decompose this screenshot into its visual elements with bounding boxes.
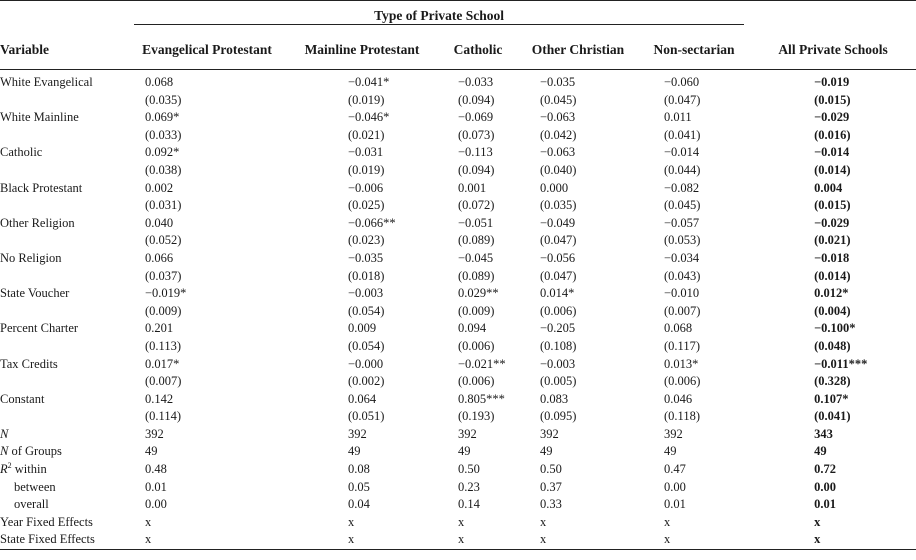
- coefficient-cell: −0.031: [348, 145, 384, 160]
- coefficient-cell: 0.068: [145, 75, 174, 89]
- coefficient-cell: −0.019*: [145, 286, 187, 301]
- stats-value-cell: 0.01: [664, 497, 686, 512]
- standard-error-cell: (0.051): [348, 409, 385, 424]
- coefficient-cell: −0.082: [664, 180, 700, 195]
- coefficient-cell: 0.805***: [458, 391, 505, 406]
- stats-row: [0, 531, 916, 549]
- coefficient-cell: −0.049: [540, 215, 576, 230]
- stats-label-superscript: 2: [7, 460, 12, 470]
- table-row: [0, 391, 916, 409]
- stats-value-cell: 0.47: [664, 462, 686, 477]
- table-row: [0, 215, 916, 233]
- stats-label-italic: R: [0, 462, 8, 477]
- standard-error-cell: (0.048): [814, 338, 851, 353]
- standard-error-cell: (0.054): [348, 303, 385, 318]
- standard-error-cell: (0.043): [664, 268, 701, 283]
- column-header-non-sectarian: Non-sectarian: [653, 42, 735, 58]
- stats-label-rest: of Groups: [8, 444, 62, 459]
- table-row: [0, 74, 916, 92]
- coefficient-cell: −0.018: [814, 250, 850, 265]
- coefficient-cell: 0.012*: [814, 286, 849, 301]
- row-label: Percent Charter: [0, 321, 79, 336]
- table-row-se: [0, 373, 916, 391]
- stats-value-cell: 392: [664, 426, 683, 441]
- stats-value-cell: x: [814, 514, 821, 529]
- stats-value-cell: 0.04: [348, 497, 370, 512]
- table-row-se: [0, 197, 916, 215]
- standard-error-cell: (0.038): [145, 162, 182, 177]
- standard-error-cell: (0.089): [458, 268, 495, 283]
- coefficient-cell: −0.066**: [348, 215, 396, 230]
- standard-error-cell: (0.009): [458, 303, 495, 318]
- coefficient-cell: −0.019: [814, 75, 850, 89]
- table-row-se: [0, 408, 916, 426]
- standard-error-cell: (0.118): [664, 409, 700, 424]
- coefficient-cell: 0.142: [145, 391, 174, 406]
- coefficient-cell: 0.040: [145, 215, 174, 230]
- coefficient-cell: 0.092*: [145, 145, 180, 160]
- coefficient-cell: 0.000: [540, 180, 569, 195]
- stats-row: [0, 461, 916, 479]
- stats-value-cell: 392: [540, 426, 559, 441]
- standard-error-cell: (0.037): [145, 268, 182, 283]
- row-label: State Voucher: [0, 286, 70, 301]
- stats-value-cell: 0.14: [458, 497, 480, 512]
- standard-error-cell: (0.073): [458, 127, 495, 142]
- standard-error-cell: (0.328): [814, 374, 851, 389]
- stats-value-cell: 0.01: [814, 497, 836, 512]
- stats-value-cell: x: [145, 514, 152, 529]
- coefficient-cell: 0.014*: [540, 286, 575, 301]
- standard-error-cell: (0.040): [540, 162, 577, 177]
- standard-error-cell: (0.019): [348, 92, 385, 107]
- table-row-se: [0, 268, 916, 286]
- standard-error-cell: (0.006): [664, 374, 701, 389]
- stats-value-cell: x: [814, 532, 821, 547]
- group-header-cell: [128, 1, 750, 32]
- coefficient-cell: −0.057: [664, 215, 700, 230]
- standard-error-cell: (0.035): [540, 198, 577, 213]
- coefficient-cell: −0.060: [664, 75, 700, 89]
- stats-label-italic: N: [0, 444, 9, 459]
- stats-value-cell: 392: [145, 426, 164, 441]
- stats-row: [0, 496, 916, 514]
- standard-error-cell: (0.045): [664, 198, 701, 213]
- table-row: [0, 285, 916, 303]
- column-header-all-private: All Private Schools: [778, 42, 888, 58]
- standard-error-cell: (0.193): [458, 409, 495, 424]
- stats-value-cell: 49: [664, 444, 677, 459]
- row-label: White Mainline: [0, 110, 79, 125]
- stats-label: Year Fixed Effects: [0, 514, 93, 529]
- coefficient-cell: −0.035: [540, 75, 576, 89]
- standard-error-cell: (0.006): [458, 338, 495, 353]
- standard-error-cell: (0.019): [348, 162, 385, 177]
- stats-value-cell: 0.48: [145, 462, 167, 477]
- coefficient-cell: −0.205: [540, 321, 576, 336]
- table-row: [0, 250, 916, 268]
- standard-error-cell: (0.108): [540, 338, 577, 353]
- row-label: White Evangelical: [0, 75, 93, 89]
- standard-error-cell: (0.031): [145, 198, 182, 213]
- stats-value-cell: 0.05: [348, 479, 370, 494]
- stats-value-cell: x: [664, 514, 671, 529]
- standard-error-cell: (0.023): [348, 233, 385, 248]
- coefficient-cell: 0.094: [458, 321, 487, 336]
- coefficient-cell: −0.063: [540, 145, 576, 160]
- stats-label-rest: within: [11, 462, 47, 477]
- coefficient-cell: −0.029: [814, 110, 850, 125]
- coefficient-cell: 0.201: [145, 321, 174, 336]
- stats-row: [0, 443, 916, 461]
- column-header-variable: Variable: [0, 42, 50, 58]
- stats-value-cell: 0.50: [540, 462, 562, 477]
- standard-error-cell: (0.041): [814, 409, 851, 424]
- stats-value-cell: 49: [540, 444, 553, 459]
- group-header-label: Type of Private School: [134, 7, 744, 26]
- coefficient-cell: 0.066: [145, 250, 174, 265]
- column-header-catholic: Catholic: [453, 42, 503, 58]
- standard-error-cell: (0.015): [814, 92, 851, 107]
- table-row-se: [0, 127, 916, 145]
- coefficient-cell: −0.006: [348, 180, 384, 195]
- standard-error-cell: (0.016): [814, 127, 851, 142]
- standard-error-cell: (0.047): [540, 233, 577, 248]
- row-label: Other Religion: [0, 215, 75, 230]
- stats-value-cell: 0.37: [540, 479, 562, 494]
- stats-value-cell: 0.00: [814, 479, 836, 494]
- coefficient-cell: 0.017*: [145, 356, 180, 371]
- standard-error-cell: (0.021): [348, 127, 385, 142]
- stats-value-cell: x: [348, 532, 355, 547]
- stats-value-cell: 0.00: [145, 497, 167, 512]
- stats-value-cell: x: [540, 514, 547, 529]
- standard-error-cell: (0.094): [458, 92, 495, 107]
- coefficient-cell: −0.069: [458, 110, 494, 125]
- coefficient-cell: −0.100*: [814, 321, 856, 336]
- row-label: No Religion: [0, 250, 62, 265]
- stats-value-cell: 0.01: [145, 479, 167, 494]
- table-row-se: [0, 232, 916, 250]
- standard-error-cell: (0.007): [664, 303, 701, 318]
- standard-error-cell: (0.089): [458, 233, 495, 248]
- stats-row: [0, 426, 916, 444]
- stats-label: [0, 443, 128, 461]
- standard-error-cell: (0.044): [664, 162, 701, 177]
- coefficient-cell: 0.004: [814, 180, 843, 195]
- stats-value-cell: x: [458, 514, 465, 529]
- coefficient-cell: −0.021**: [458, 356, 506, 371]
- coefficient-cell: −0.034: [664, 250, 700, 265]
- coefficient-cell: 0.068: [664, 321, 693, 336]
- stats-value-cell: 0.50: [458, 462, 480, 477]
- coefficient-cell: −0.035: [348, 250, 384, 265]
- coefficient-cell: 0.029**: [458, 286, 499, 301]
- stats-value-cell: 49: [814, 444, 827, 459]
- standard-error-cell: (0.095): [540, 409, 577, 424]
- standard-error-cell: (0.021): [814, 233, 851, 248]
- standard-error-cell: (0.014): [814, 268, 851, 283]
- coefficient-cell: 0.002: [145, 180, 174, 195]
- stats-value-cell: 49: [145, 444, 158, 459]
- stats-row: [0, 514, 916, 532]
- stats-value-cell: 0.33: [540, 497, 562, 512]
- stats-value-cell: x: [145, 532, 152, 547]
- stats-value-cell: x: [348, 514, 355, 529]
- table-row-se: [0, 338, 916, 356]
- standard-error-cell: (0.007): [145, 374, 182, 389]
- stats-value-cell: 0.72: [814, 462, 836, 477]
- stats-label: overall: [14, 497, 49, 512]
- standard-error-cell: (0.042): [540, 127, 577, 142]
- row-label: Tax Credits: [0, 356, 58, 371]
- standard-error-cell: (0.072): [458, 198, 495, 213]
- table-body: [0, 70, 916, 550]
- coefficient-cell: −0.063: [540, 110, 576, 125]
- standard-error-cell: (0.047): [540, 268, 577, 283]
- coefficient-cell: −0.113: [458, 145, 493, 160]
- standard-error-cell: (0.094): [458, 162, 495, 177]
- table-row: [0, 180, 916, 198]
- standard-error-cell: (0.052): [145, 233, 182, 248]
- stats-row: [0, 479, 916, 497]
- stats-value-cell: x: [664, 532, 671, 547]
- stats-value-cell: x: [540, 532, 547, 547]
- standard-error-cell: (0.045): [540, 92, 577, 107]
- row-label: Black Protestant: [0, 180, 83, 195]
- table-row: [0, 109, 916, 127]
- coefficient-cell: 0.013*: [664, 356, 699, 371]
- stats-value-cell: 49: [458, 444, 471, 459]
- standard-error-cell: (0.018): [348, 268, 385, 283]
- table-row-se: [0, 162, 916, 180]
- column-header-other-christian: Other Christian: [531, 42, 625, 58]
- coefficient-cell: −0.011***: [814, 356, 868, 371]
- coefficient-cell: 0.107*: [814, 391, 849, 406]
- coefficient-cell: 0.011: [664, 110, 692, 125]
- coefficient-cell: 0.001: [458, 180, 487, 195]
- row-label: Constant: [0, 391, 45, 406]
- table-row-se: [0, 92, 916, 110]
- standard-error-cell: (0.047): [664, 92, 701, 107]
- standard-error-cell: (0.054): [348, 338, 385, 353]
- standard-error-cell: (0.117): [664, 338, 700, 353]
- coefficient-cell: 0.046: [664, 391, 693, 406]
- standard-error-cell: (0.006): [458, 374, 495, 389]
- standard-error-cell: (0.053): [664, 233, 701, 248]
- stats-label: State Fixed Effects: [0, 532, 95, 547]
- stats-value-cell: x: [458, 532, 465, 547]
- stats-label: [0, 426, 128, 444]
- coefficient-cell: −0.014: [814, 145, 850, 160]
- standard-error-cell: (0.015): [814, 198, 851, 213]
- table-row: [0, 144, 916, 162]
- standard-error-cell: (0.035): [145, 92, 182, 107]
- standard-error-cell: (0.014): [814, 162, 851, 177]
- coefficient-cell: −0.033: [458, 75, 494, 89]
- standard-error-cell: (0.009): [145, 303, 182, 318]
- coefficient-cell: −0.041*: [348, 75, 390, 89]
- column-header-evangelical: Evangelical Protestant: [142, 42, 272, 58]
- stats-value-cell: 0.08: [348, 462, 370, 477]
- standard-error-cell: (0.041): [664, 127, 701, 142]
- column-header-mainline: Mainline Protestant: [304, 42, 420, 58]
- coefficient-cell: 0.009: [348, 321, 377, 336]
- standard-error-cell: (0.002): [348, 374, 385, 389]
- coefficient-cell: −0.000: [348, 356, 384, 371]
- coefficient-cell: −0.010: [664, 286, 700, 301]
- standard-error-cell: (0.114): [145, 409, 181, 424]
- standard-error-cell: (0.033): [145, 127, 182, 142]
- standard-error-cell: (0.004): [814, 303, 851, 318]
- stats-value-cell: 0.23: [458, 479, 480, 494]
- coefficient-cell: −0.003: [540, 356, 576, 371]
- stats-value-cell: 0.00: [664, 479, 686, 494]
- coefficient-cell: 0.083: [540, 391, 569, 406]
- group-header-row: [0, 1, 916, 32]
- coefficient-cell: −0.003: [348, 286, 384, 301]
- stats-value-cell: 343: [814, 426, 833, 441]
- stats-label: [0, 461, 128, 479]
- stats-label-italic: N: [0, 426, 9, 441]
- standard-error-cell: (0.113): [145, 338, 181, 353]
- coefficient-cell: −0.014: [664, 145, 700, 160]
- stats-value-cell: 392: [348, 426, 367, 441]
- row-label: Catholic: [0, 145, 43, 160]
- table-row: [0, 320, 916, 338]
- standard-error-cell: (0.025): [348, 198, 385, 213]
- standard-error-cell: (0.005): [540, 374, 577, 389]
- standard-error-cell: (0.006): [540, 303, 577, 318]
- table-row: [0, 356, 916, 374]
- stats-label: between: [14, 479, 56, 494]
- column-header-row: [0, 31, 916, 70]
- coefficient-cell: −0.045: [458, 250, 494, 265]
- stats-value-cell: 392: [458, 426, 477, 441]
- coefficient-cell: −0.046*: [348, 110, 390, 125]
- coefficient-cell: −0.051: [458, 215, 494, 230]
- coefficient-cell: 0.069*: [145, 110, 180, 125]
- stats-value-cell: 49: [348, 444, 361, 459]
- table-row-se: [0, 303, 916, 321]
- coefficient-cell: −0.029: [814, 215, 850, 230]
- coefficient-cell: −0.056: [540, 250, 576, 265]
- coefficient-cell: 0.064: [348, 391, 377, 406]
